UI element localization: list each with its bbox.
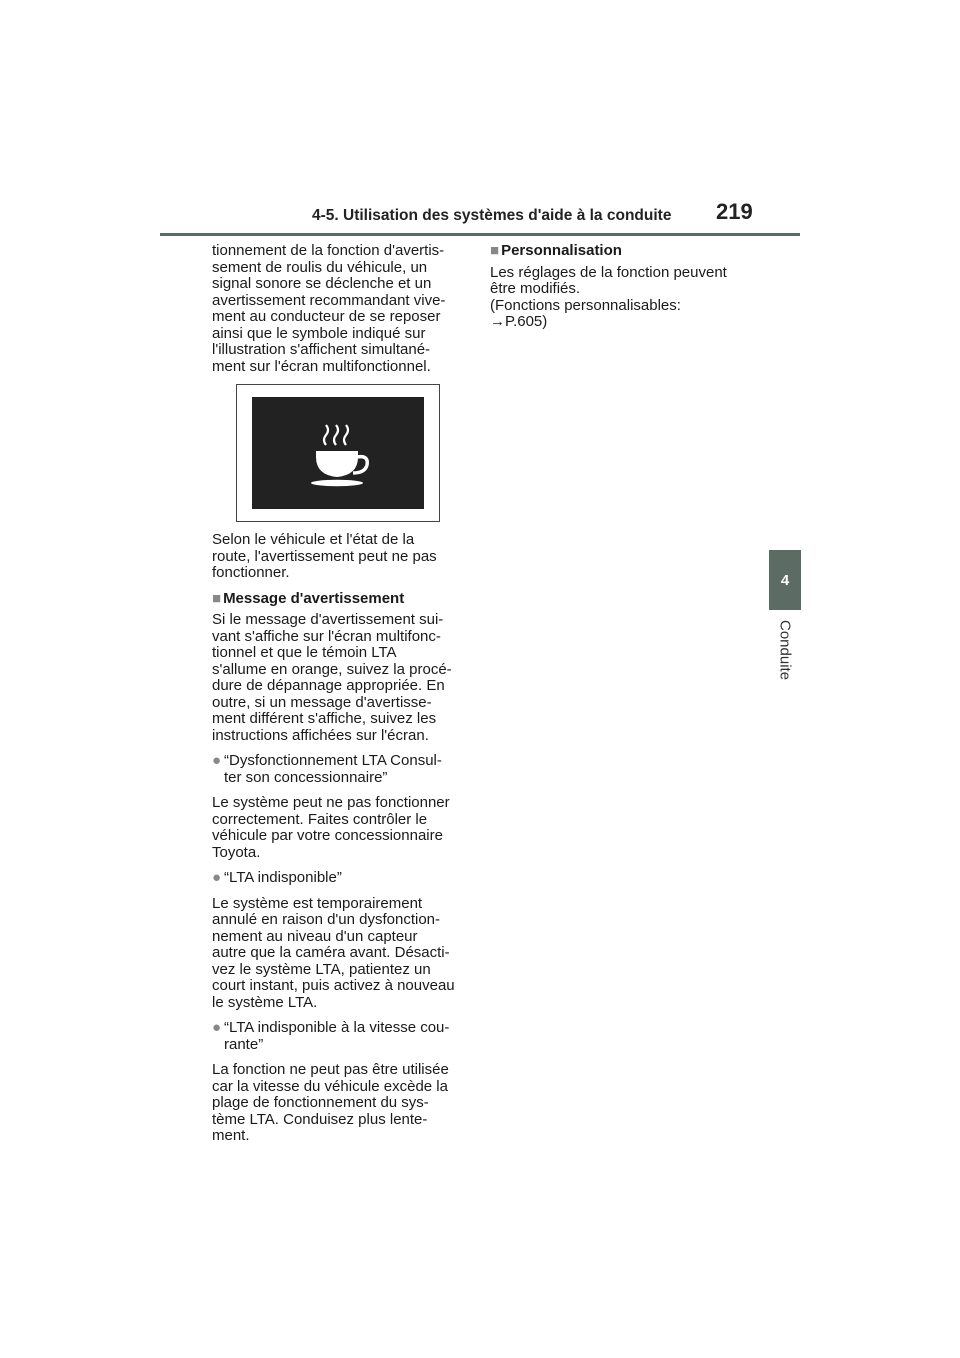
intro-paragraph: tionnement de la fonction d'avertis- sement de roulis du véhicule, un signal sonore se déclenche et un avertissement recommandant vive- ment au conducteur de se reposer ainsi que le symbole indiqué sur l'illustration s'affichent simultané- ment sur l'écran multifonctionnel. (212, 242, 446, 375)
personalisation-heading (490, 243, 760, 260)
bullet-message: “LTA indisponible” (224, 869, 342, 886)
bullet-item (212, 1020, 470, 1053)
personalisation-body[interactable]: Les réglages de la fonction peuvent être modifiés. (Fonctions personnalisables: →P.605) (490, 263, 727, 330)
page-number: 219 (716, 199, 753, 224)
warning-figure (236, 384, 440, 522)
multi-info-display (252, 397, 424, 509)
chapter-label: Conduite (776, 620, 794, 681)
header-rule (160, 233, 800, 236)
square-marker-icon: ■ (490, 242, 500, 259)
right-column (490, 243, 760, 340)
bullet-dot-icon: ● (212, 869, 222, 886)
bullet-explanation: Le système peut ne pas fonctionner correctement. Faites contrôler le véhicule par votre concessionnaire Toyota. (212, 794, 450, 861)
chapter-number: 4 (780, 571, 790, 589)
bullet-explanation: Le système est temporairement annulé en raison d'un dysfonction- nement au niveau d'un capteur autre que la caméra avant. Désacti- vez le système LTA, patientez un court instant, puis activez à nouveau le système LTA. (212, 894, 455, 1011)
warning-heading (212, 591, 470, 608)
bullet-dot-icon: ● (212, 1019, 222, 1036)
warning-heading-text: Message d'avertissement (223, 589, 405, 607)
bullet-explanation: La fonction ne peut pas être utilisée car la vitesse du véhicule excède la plage de fonctionnement du sys- tème LTA. Conduisez plus lente- ment. (212, 1061, 449, 1144)
bullet-item (212, 870, 470, 887)
chapter-tab[interactable] (769, 550, 801, 610)
left-column (212, 243, 470, 1154)
square-marker-icon: ■ (212, 589, 222, 607)
bullet-message: “Dysfonctionnement LTA Consul- ter son concessionnaire” (224, 752, 442, 786)
bullet-message: “LTA indisponible à la vitesse cou- rante” (224, 1019, 450, 1053)
warning-intro: Si le message d'avertissement sui- vant s'affiche sur l'écran multifonc- tionnel et que le témoin LTA s'allume en orange, suivez la procé- dure de dépannage appropriée. En outre, si un message d'avertisse- ment différent s'affiche, suivez les instructions affichées sur l'écran. (212, 611, 452, 744)
bullet-dot-icon: ● (212, 752, 222, 769)
variability-note: Selon le véhicule et l'état de la route, l'avertissement peut ne pas fonctionner. (212, 531, 437, 581)
bullet-item (212, 753, 470, 786)
section-title: 4-5. Utilisation des systèmes d'aide à la conduite (312, 207, 672, 224)
coffee-cup-icon (298, 413, 378, 493)
personalisation-heading-text: Personnalisation (501, 242, 622, 259)
